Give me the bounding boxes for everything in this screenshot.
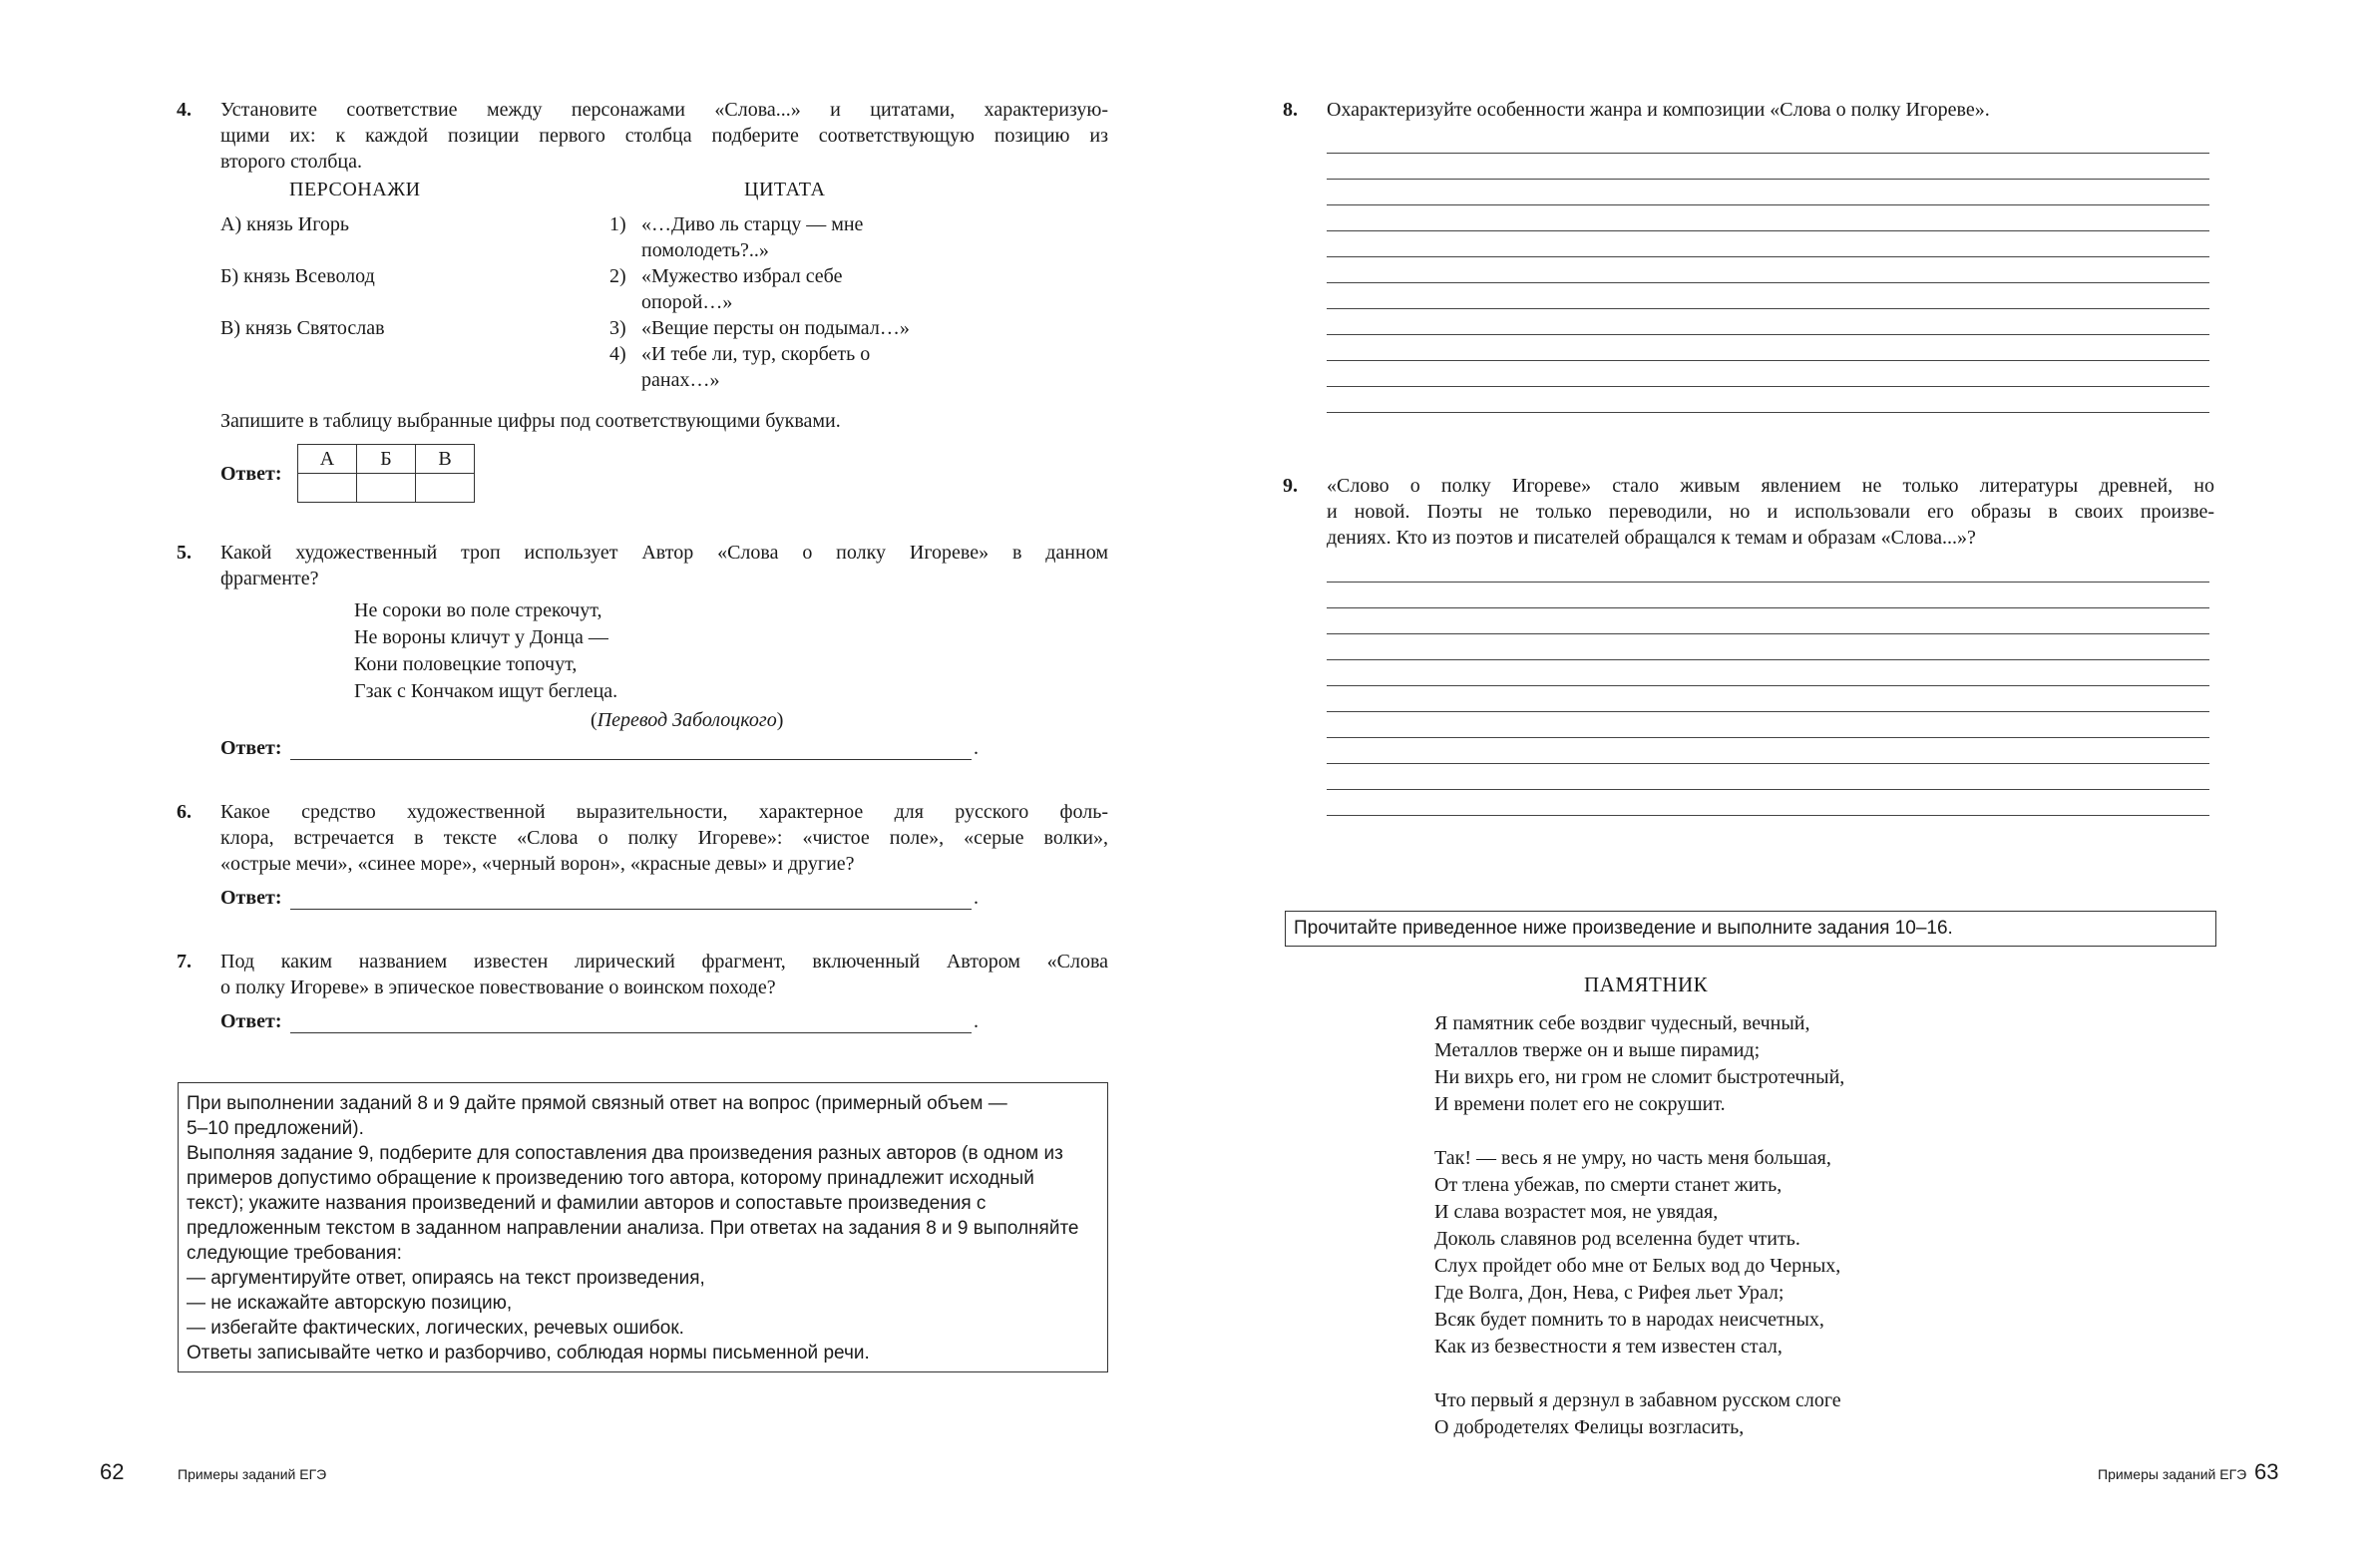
answer-line-7[interactable] bbox=[290, 1012, 972, 1033]
table-header: А bbox=[298, 445, 357, 474]
task-text-line: Под каким названием известен лирический фрагмент, включенный Автором «Слова bbox=[220, 951, 1108, 973]
verse-fragment bbox=[354, 597, 617, 705]
poem-line: Как из безвестности я тем известен стал, bbox=[1434, 1336, 1783, 1358]
verse-line: Не сороки во поле стрекочут, bbox=[354, 599, 602, 621]
page-number: 62 bbox=[100, 1459, 125, 1484]
task-6 bbox=[177, 799, 1108, 877]
task-number: 5. bbox=[177, 542, 192, 564]
character-item: А) князь Игорь bbox=[220, 213, 350, 235]
poem-line: Слух пройдет обо мне от Белых вод до Черных, bbox=[1434, 1255, 1841, 1277]
poem-line: Ни вихрь его, ни гром не сломит быстротечный, bbox=[1434, 1066, 1845, 1088]
answer-row-6: Ответ: . bbox=[220, 887, 979, 909]
instruction-line: текст); укажите названия произведений и фамилии авторов и сопоставьте произведения с bbox=[187, 1193, 987, 1214]
poem-line: О добродетелях Фелицы возгласить, bbox=[1434, 1416, 1745, 1438]
character-item: Б) князь Всеволод bbox=[220, 265, 375, 287]
answer-table bbox=[297, 444, 475, 503]
answer-row-5: Ответ: . bbox=[220, 737, 979, 759]
answer-label: Ответ: bbox=[220, 737, 282, 759]
column-header-characters: ПЕРСОНАЖИ bbox=[289, 179, 421, 200]
task-text-line: Какой художественный троп использует Автор «Слова о полку Игореве» в данном bbox=[220, 542, 1108, 564]
task-text-line: дениях. Кто из поэтов и писателей обращался к темам и образам «Слова...»? bbox=[1327, 527, 1976, 549]
instruction-line: предложенным текстом в заданном направлении анализа. При ответах на задания 8 и 9 выполняйте bbox=[187, 1218, 1079, 1239]
footer-text: Примеры заданий ЕГЭ bbox=[178, 1466, 327, 1482]
instruction-line: примеров допустимо обращение к произведению того автора, которому принадлежит исходный bbox=[187, 1168, 1034, 1189]
task-4 bbox=[177, 97, 1108, 175]
instructions-box bbox=[178, 1082, 1108, 1372]
poem-line: Что первый я дерзнул в забавном русском слоге bbox=[1434, 1389, 1841, 1411]
quote-item: 4) «И тебе ли, тур, скорбеть о ранах…» bbox=[609, 343, 871, 391]
instruction-line: Выполняя задание 9, подберите для сопоставления два произведения разных авторов (в одном из bbox=[187, 1143, 1063, 1164]
answer-cell-b[interactable] bbox=[357, 474, 416, 503]
task-text-line: второго столбца. bbox=[220, 151, 362, 173]
source-note: (Перевод Заболоцкого) bbox=[591, 709, 784, 731]
answer-lines-9[interactable] bbox=[1327, 557, 2209, 816]
table-header: Б bbox=[357, 445, 416, 474]
poem-line: И слава возрастет моя, не увядая, bbox=[1434, 1201, 1719, 1223]
instruction-line: следующие требования: bbox=[187, 1243, 402, 1264]
poem-title: ПАМЯТНИК bbox=[1584, 973, 1709, 996]
poem-line: И времени полет его не сокрушит. bbox=[1434, 1093, 1726, 1115]
read-instruction-box: Прочитайте приведенное ниже произведение и выполните задания 10–16. bbox=[1285, 911, 2216, 947]
task-number: 4. bbox=[177, 99, 192, 121]
answer-label: Ответ: bbox=[220, 887, 282, 909]
task-instruction: Запишите в таблицу выбранные цифры под соответствующими буквами. bbox=[220, 410, 841, 432]
poem-line: От тлена убежав, по смерти станет жить, bbox=[1434, 1174, 1783, 1196]
poem-line: Я памятник себе воздвиг чудесный, вечный, bbox=[1434, 1012, 1810, 1034]
table-header: В bbox=[416, 445, 475, 474]
task-number: 6. bbox=[177, 801, 192, 823]
task-text-line: Охарактеризуйте особенности жанра и композиции «Слова о полку Игореве». bbox=[1327, 99, 1990, 121]
instruction-line: Ответы записывайте четко и разборчиво, соблюдая нормы письменной речи. bbox=[187, 1343, 870, 1364]
task-text-line: Установите соответствие между персонажами «Слова...» и цитатами, характеризую- bbox=[220, 99, 1108, 121]
task-text-line: и новой. Поэты не только переводили, но и использовали его образы в своих произве- bbox=[1327, 501, 2214, 523]
task-9 bbox=[1283, 473, 2214, 551]
answer-line-5[interactable] bbox=[290, 739, 972, 760]
instruction-line: — не искажайте авторскую позицию, bbox=[187, 1293, 513, 1314]
column-header-quotes: ЦИТАТА bbox=[744, 179, 826, 200]
answer-label: Ответ: bbox=[220, 1010, 282, 1032]
verse-line: Кони половецкие топочут, bbox=[354, 653, 578, 675]
instruction-line: При выполнении заданий 8 и 9 дайте прямой связный ответ на вопрос (примерный объем — bbox=[187, 1093, 1007, 1114]
task-text-line: фрагменте? bbox=[220, 568, 319, 589]
page-number: 63 bbox=[2254, 1459, 2279, 1484]
answer-line-6[interactable] bbox=[290, 889, 972, 910]
poem-text bbox=[1434, 1010, 1844, 1441]
task-number: 9. bbox=[1283, 475, 1298, 497]
answer-cell-a[interactable] bbox=[298, 474, 357, 503]
answer-row-7: Ответ: . bbox=[220, 1010, 979, 1032]
poem-line: Всяк будет помнить то в народах неисчетных, bbox=[1434, 1309, 1824, 1331]
right-page bbox=[1190, 0, 2380, 1561]
answer-cell-v[interactable] bbox=[416, 474, 475, 503]
task-text-line: клора, встречается в тексте «Слова о полку Игореве»: «чистое поле», «серые волки», bbox=[220, 827, 1108, 849]
poem-line: Металлов тверже он и выше пирамид; bbox=[1434, 1039, 1761, 1061]
instruction-line: — избегайте фактических, логических, речевых ошибок. bbox=[187, 1318, 684, 1339]
quote-item: 2) «Мужество избрал себе опорой…» bbox=[609, 265, 843, 313]
instruction-line: 5–10 предложений). bbox=[187, 1118, 364, 1139]
verse-line: Не вороны кличут у Донца — bbox=[354, 626, 608, 648]
task-text-line: «острые мечи», «синее море», «черный ворон», «красные девы» и другие? bbox=[220, 853, 855, 875]
quote-item: 3) «Вещие персты он подымал…» bbox=[609, 317, 910, 339]
task-text-line: «Слово о полку Игореве» стало живым явлением не только литературы древней, но bbox=[1327, 475, 2214, 497]
task-text-line: Какое средство художественной выразительности, характерное для русского фоль- bbox=[220, 801, 1108, 823]
instruction-line: — аргументируйте ответ, опираясь на текст произведения, bbox=[187, 1268, 705, 1289]
answer-lines-8[interactable] bbox=[1327, 128, 2209, 413]
task-text-line: щими их: к каждой позиции первого столбца подберите соответствующую позицию из bbox=[220, 125, 1108, 147]
task-7 bbox=[177, 949, 1108, 1000]
task-8 bbox=[1283, 97, 2214, 123]
poem-line: Где Волга, Дон, Нева, с Рифея льет Урал; bbox=[1434, 1282, 1785, 1304]
verse-line: Гзак с Кончаком ищут беглеца. bbox=[354, 680, 618, 702]
footer-text: Примеры заданий ЕГЭ bbox=[2098, 1466, 2247, 1482]
task-number: 8. bbox=[1283, 99, 1298, 121]
answer-label: Ответ: bbox=[220, 463, 282, 485]
task-text-line: о полку Игореве» в эпическое повествование о воинском походе? bbox=[220, 976, 776, 998]
character-item: В) князь Святослав bbox=[220, 317, 385, 339]
poem-line: Доколь славянов род вселенна будет чтить. bbox=[1434, 1228, 1800, 1250]
task-5 bbox=[177, 540, 1108, 591]
quote-item: 1) «…Диво ль старцу — мне помолодеть?..» bbox=[609, 213, 864, 261]
poem-line: Так! — весь я не умру, но часть меня большая, bbox=[1434, 1147, 1831, 1169]
task-number: 7. bbox=[177, 951, 192, 973]
